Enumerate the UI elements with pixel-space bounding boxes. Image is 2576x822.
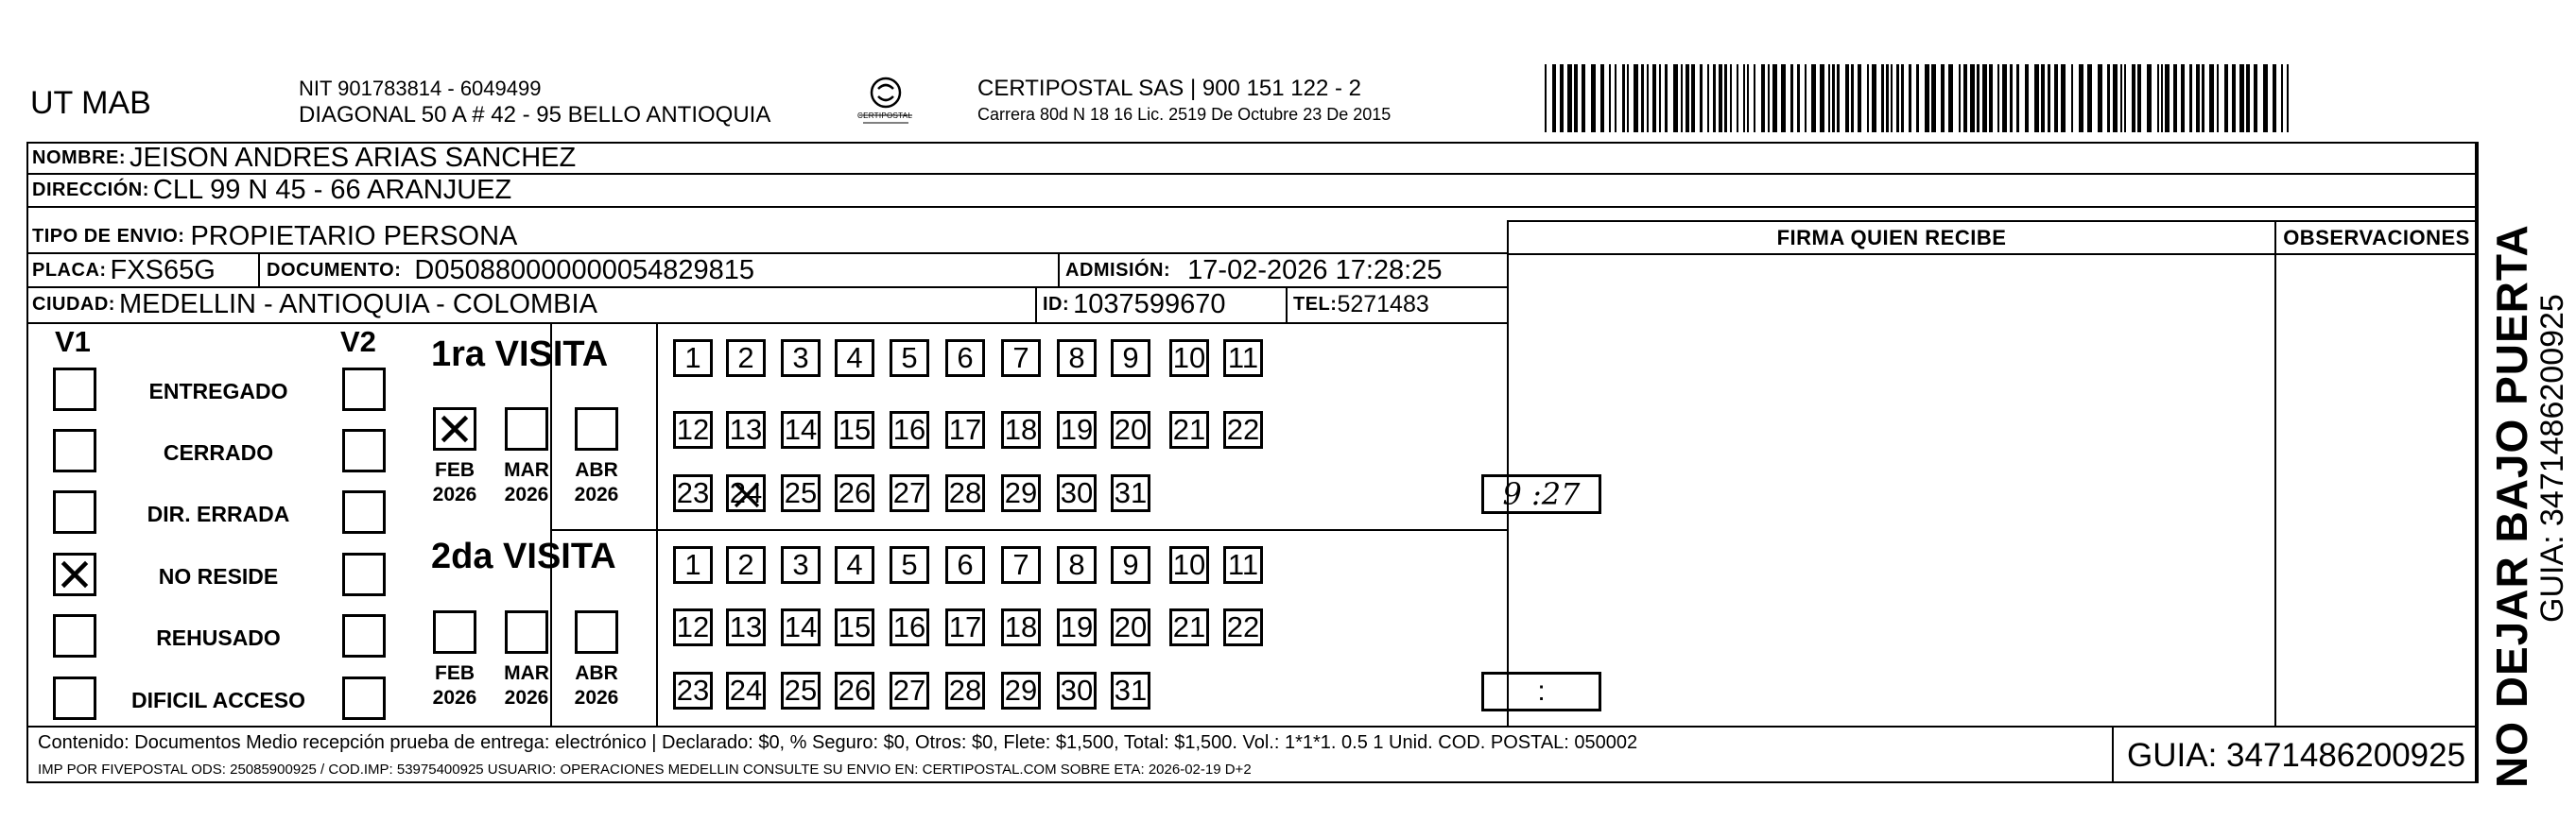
status-label-2: DIR. ERRADA (147, 502, 290, 526)
visit1-day-30[interactable]: 30 (1057, 474, 1097, 512)
v2-checkbox-3[interactable] (342, 553, 386, 596)
tel-label: TEL: (1293, 294, 1338, 315)
visit1-month-label-0: FEB 2026 (432, 459, 477, 505)
visit2-day-28[interactable]: 28 (945, 672, 985, 710)
tipo-envio-label: TIPO DE ENVIO: (32, 225, 185, 247)
v2-label: V2 (340, 325, 376, 358)
documento-label: DOCUMENTO: (267, 259, 402, 281)
visit2-day-23[interactable]: 23 (673, 672, 713, 710)
ciudad-label: CIUDAD: (32, 294, 115, 315)
v2-checkbox-0[interactable] (342, 368, 386, 411)
visit1-day-12[interactable]: 12 (673, 411, 713, 449)
visit1-day-19[interactable]: 19 (1057, 411, 1097, 449)
visit1-day-13[interactable]: 13 (726, 411, 766, 449)
visit1-day-25[interactable]: 25 (781, 474, 821, 512)
v1-label: V1 (55, 325, 91, 358)
v1-checkbox-1[interactable] (53, 429, 96, 472)
firma-header: FIRMA QUIEN RECIBE (1776, 226, 2007, 249)
visit2-month-label-0: FEB 2026 (432, 662, 477, 709)
visit1-day-17[interactable]: 17 (945, 411, 985, 449)
visit1-month-label-2: ABR 2026 (574, 459, 619, 505)
placa-field (26, 253, 216, 287)
visit2-day-8[interactable]: 8 (1057, 546, 1097, 584)
v2-checkbox-2[interactable] (342, 490, 386, 534)
visit2-time-value: : (1537, 676, 1546, 707)
visit1-day-18[interactable]: 18 (1001, 411, 1041, 449)
visit1-day-16[interactable]: 16 (890, 411, 929, 449)
visit1-day-29[interactable]: 29 (1001, 474, 1041, 512)
barcode (1545, 64, 2301, 132)
visit1-day-11[interactable]: 11 (1223, 339, 1263, 377)
v2-checkbox-5[interactable] (342, 676, 386, 720)
visit2-day-3[interactable]: 3 (781, 546, 821, 584)
status-label-4: REHUSADO (156, 625, 281, 650)
visit1-day-9[interactable]: 9 (1111, 339, 1150, 377)
documento-field (261, 253, 754, 287)
v2-checkbox-4[interactable] (342, 614, 386, 658)
direccion-label: DIRECCIÓN: (32, 179, 149, 200)
footer-content: Contenido: Documentos Medio recepción prueba de entrega: electrónico | Declarado: $0, % Seguro: $0, Otros: $0, Flete: $1,500, Total: $1,500. Vol.: 1*1*1. 0.5 1 Unid. COD. POSTAL: 050002 (38, 732, 1638, 753)
visit1-day-23[interactable]: 23 (673, 474, 713, 512)
visit1-time-value: 9 :27 (1502, 476, 1581, 512)
visit2-day-4[interactable]: 4 (835, 546, 874, 584)
placa-value: FXS65G (110, 254, 216, 285)
visit2-day-6[interactable]: 6 (945, 546, 985, 584)
visit2-day-21[interactable]: 21 (1169, 608, 1209, 646)
visit2-month-box-0[interactable] (433, 610, 476, 654)
visit2-day-10[interactable]: 10 (1169, 546, 1209, 584)
visit2-day-11[interactable]: 11 (1223, 546, 1263, 584)
visit2-day-22[interactable]: 22 (1223, 608, 1263, 646)
visit2-day-13[interactable]: 13 (726, 608, 766, 646)
ciudad-value: MEDELLIN - ANTIOQUIA - COLOMBIA (118, 289, 597, 319)
visit1-day-24[interactable]: 24 (726, 474, 766, 512)
visit1-time-box[interactable] (1481, 474, 1601, 514)
visit1-day-27[interactable]: 27 (890, 474, 929, 512)
visit1-day-22[interactable]: 22 (1223, 411, 1263, 449)
visit2-day-30[interactable]: 30 (1057, 672, 1097, 710)
direccion-row (26, 174, 511, 206)
visit2-day-1[interactable]: 1 (673, 546, 713, 584)
admision-field (1060, 253, 1442, 287)
company-name: UT MAB (30, 85, 151, 121)
status-label-1: CERRADO (163, 440, 274, 465)
visit1-day-14[interactable]: 14 (781, 411, 821, 449)
visit2-day-31[interactable]: 31 (1111, 672, 1150, 710)
visit1-day-2[interactable]: 2 (726, 339, 766, 377)
status-label-3: NO RESIDE (158, 564, 279, 589)
v1-checkbox-2[interactable] (53, 490, 96, 534)
status-label-5: DIFICIL ACCESO (130, 688, 305, 712)
visit2-month-label-2: ABR 2026 (574, 662, 619, 709)
nombre-row (26, 142, 576, 174)
visit2-month-box-2[interactable] (575, 610, 618, 654)
day-check-mark-icon (731, 479, 763, 519)
check-mark-icon (58, 557, 92, 596)
admision-value: 17-02-2026 17:28:25 (1187, 254, 1443, 285)
status-label-0: ENTREGADO (148, 379, 288, 403)
visit2-day-19[interactable]: 19 (1057, 608, 1097, 646)
visit1-day-4[interactable]: 4 (835, 339, 874, 377)
tel-field (1288, 287, 1429, 322)
side-guia: GUIA: 3471486200925 (2534, 294, 2570, 623)
certipostal-title: CERTIPOSTAL SAS | 900 151 122 - 2 (977, 76, 1361, 101)
visit2-day-17[interactable]: 17 (945, 608, 985, 646)
visit1-month-box-0[interactable] (433, 407, 476, 451)
visit2-day-12[interactable]: 12 (673, 608, 713, 646)
visit1-day-21[interactable]: 21 (1169, 411, 1209, 449)
visit1-day-3[interactable]: 3 (781, 339, 821, 377)
v1-checkbox-4[interactable] (53, 614, 96, 658)
visit1-day-20[interactable]: 20 (1111, 411, 1150, 449)
certipostal-logo (856, 74, 916, 128)
visit2-time-box[interactable] (1481, 672, 1601, 711)
visit1-day-10[interactable]: 10 (1169, 339, 1209, 377)
v2-checkbox-1[interactable] (342, 429, 386, 472)
visit1-title: 1ra VISITA (431, 334, 609, 374)
v1-checkbox-0[interactable] (53, 368, 96, 411)
visit2-month-box-1[interactable] (505, 610, 548, 654)
firma-area[interactable] (1509, 255, 2274, 726)
visit1-day-28[interactable]: 28 (945, 474, 985, 512)
v1-checkbox-3[interactable] (53, 553, 96, 596)
logo-text: CERTIPOSTAL (857, 111, 913, 120)
check-mark-icon (438, 412, 472, 451)
company-address: DIAGONAL 50 A # 42 - 95 BELLO ANTIOQUIA (299, 102, 771, 128)
observaciones-header: OBSERVACIONES (2283, 226, 2470, 249)
visit1-day-6[interactable]: 6 (945, 339, 985, 377)
placa-label: PLACA: (32, 259, 107, 281)
tel-value: 5271483 (1337, 291, 1429, 317)
footer-guia: GUIA: 3471486200925 (2127, 737, 2466, 774)
visit1-day-8[interactable]: 8 (1057, 339, 1097, 377)
visit2-day-9[interactable]: 9 (1111, 546, 1150, 584)
visit2-day-5[interactable]: 5 (890, 546, 929, 584)
direccion-value: CLL 99 N 45 - 66 ARANJUEZ (152, 174, 512, 205)
id-field (1037, 287, 1225, 322)
nombre-label: NOMBRE: (32, 146, 127, 168)
tipo-envio-value: PROPIETARIO PERSONA (190, 220, 518, 251)
visit1-month-box-1[interactable] (505, 407, 548, 451)
visit1-day-1[interactable]: 1 (673, 339, 713, 377)
visit2-day-2[interactable]: 2 (726, 546, 766, 584)
admision-label: ADMISIÓN: (1065, 259, 1171, 281)
visit2-day-29[interactable]: 29 (1001, 672, 1041, 710)
footer-imp: IMP POR FIVEPOSTAL ODS: 25085900925 / COD.IMP: 53975400925 USUARIO: OPERACIONES MEDELLIN CONSULTE SU ENVIO EN: CERTIPOSTAL.COM SOBRE ETA: 2026-02-19 D+2 (38, 762, 1252, 778)
visit2-month-label-1: MAR 2026 (504, 662, 549, 709)
id-value: 1037599670 (1073, 289, 1226, 319)
visit2-day-14[interactable]: 14 (781, 608, 821, 646)
visit2-day-18[interactable]: 18 (1001, 608, 1041, 646)
visit2-title: 2da VISITA (431, 537, 616, 576)
id-label: ID: (1043, 294, 1070, 315)
visit1-month-label-1: MAR 2026 (504, 459, 549, 505)
visit1-day-26[interactable]: 26 (835, 474, 874, 512)
visit1-day-5[interactable]: 5 (890, 339, 929, 377)
company-nit: NIT 901783814 - 6049499 (299, 77, 542, 100)
visit2-day-27[interactable]: 27 (890, 672, 929, 710)
visit1-month-box-2[interactable] (575, 407, 618, 451)
visit2-day-7[interactable]: 7 (1001, 546, 1041, 584)
certipostal-address: Carrera 80d N 18 16 Lic. 2519 De Octubre 23 De 2015 (977, 105, 1392, 124)
ciudad-field (26, 287, 597, 322)
documento-value: D050880000000054829815 (414, 254, 755, 285)
visit2-day-24[interactable]: 24 (726, 672, 766, 710)
v1-checkbox-5[interactable] (53, 676, 96, 720)
visit1-day-15[interactable]: 15 (835, 411, 874, 449)
visit1-day-7[interactable]: 7 (1001, 339, 1041, 377)
observaciones-area[interactable] (2276, 255, 2477, 726)
visit1-day-31[interactable]: 31 (1111, 474, 1150, 512)
visit2-day-15[interactable]: 15 (835, 608, 874, 646)
no-dejar-warning: NO DEJAR BAJO PUERTA (2487, 224, 2536, 788)
nombre-value: JEISON ANDRES ARIAS SANCHEZ (130, 142, 577, 173)
visit2-day-20[interactable]: 20 (1111, 608, 1150, 646)
visit2-day-25[interactable]: 25 (781, 672, 821, 710)
tipo-envio-row (26, 219, 517, 253)
visit2-day-16[interactable]: 16 (890, 608, 929, 646)
visit2-day-26[interactable]: 26 (835, 672, 874, 710)
